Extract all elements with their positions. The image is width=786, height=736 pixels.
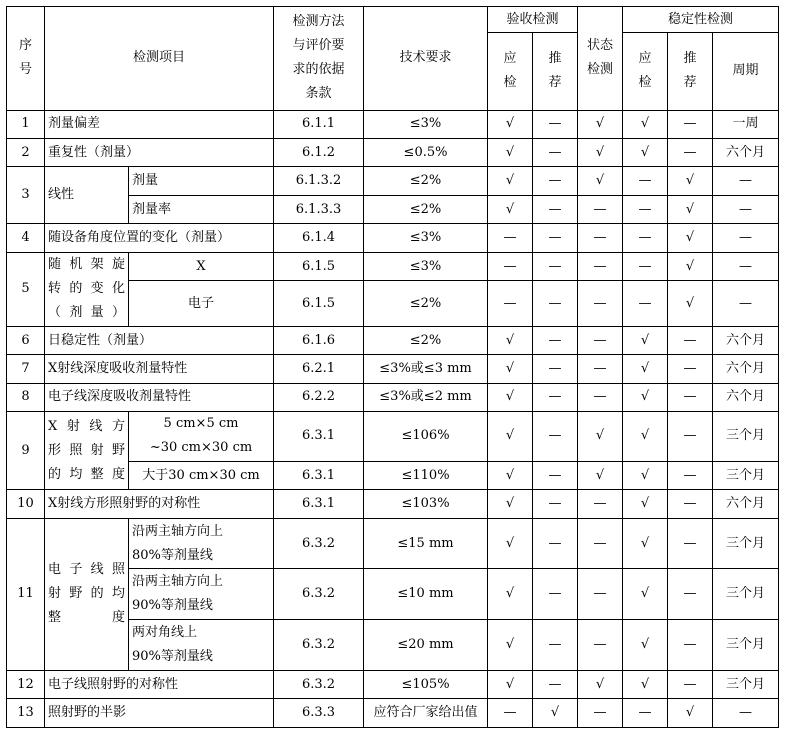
stability-recommend-mark: — (668, 620, 713, 671)
acceptance-recommend-mark: — (533, 167, 578, 195)
state-check-mark: — (578, 252, 623, 281)
acceptance-should-mark: √ (488, 461, 533, 489)
stability-should-mark: √ (623, 383, 668, 411)
stability-recommend-mark: — (668, 138, 713, 166)
clause-ref: 6.3.2 (274, 620, 364, 671)
tech-requirement: ≤105% (364, 670, 488, 698)
clause-ref: 6.2.2 (274, 383, 364, 411)
clause-ref: 6.3.2 (274, 518, 364, 569)
header-tech: 技术要求 (364, 7, 488, 111)
tech-requirement: ≤10 mm (364, 569, 488, 620)
item-name: 电子线照射野的对称性 (45, 670, 274, 698)
stability-recommend-mark: √ (668, 699, 713, 728)
period: — (713, 167, 779, 195)
row-number: 9 (7, 412, 45, 490)
tech-requirement: ≤3% (364, 252, 488, 281)
table-row (7, 518, 779, 569)
stability-should-mark: √ (623, 569, 668, 620)
state-check-mark: — (578, 224, 623, 252)
stability-should-mark: — (623, 167, 668, 195)
sub-item: 5 cm×5 cm ~30 cm×30 cm (129, 412, 274, 462)
period: 一周 (713, 110, 779, 138)
acceptance-recommend-mark: √ (533, 699, 578, 728)
state-check-mark: — (578, 620, 623, 671)
stability-should-mark: √ (623, 490, 668, 518)
clause-ref: 6.1.3.2 (274, 167, 364, 195)
acceptance-should-mark: √ (488, 490, 533, 518)
table-row (7, 490, 779, 518)
stability-recommend-mark: √ (668, 252, 713, 281)
acceptance-should-mark: √ (488, 569, 533, 620)
acceptance-should-mark: — (488, 252, 533, 281)
acceptance-should-mark: √ (488, 167, 533, 195)
inspection-table (6, 6, 779, 728)
header-period: 周期 (713, 33, 779, 110)
tech-requirement: ≤3%或≤2 mm (364, 383, 488, 411)
period: 三个月 (713, 518, 779, 569)
row-number: 1 (7, 110, 45, 138)
tech-requirement: ≤110% (364, 461, 488, 489)
clause-ref: 6.1.1 (274, 110, 364, 138)
acceptance-should-mark: √ (488, 355, 533, 383)
state-check-mark: √ (578, 412, 623, 462)
state-check-mark: — (578, 699, 623, 728)
period: 三个月 (713, 670, 779, 698)
period: — (713, 281, 779, 326)
acceptance-recommend-mark: — (533, 383, 578, 411)
table-row (7, 252, 779, 281)
state-check-mark: — (578, 383, 623, 411)
state-check-mark: √ (578, 670, 623, 698)
sub-item: X (129, 252, 274, 281)
clause-ref: 6.3.1 (274, 412, 364, 462)
stability-should-mark: √ (623, 461, 668, 489)
item-name: X射线深度吸收剂量特性 (45, 355, 274, 383)
tech-requirement: ≤3%或≤3 mm (364, 355, 488, 383)
period: — (713, 224, 779, 252)
clause-ref: 6.1.6 (274, 326, 364, 354)
state-check-mark: — (578, 518, 623, 569)
row-number: 12 (7, 670, 45, 698)
acceptance-should-mark: √ (488, 620, 533, 671)
acceptance-recommend-mark: — (533, 490, 578, 518)
period: 六个月 (713, 490, 779, 518)
header-stability-should: 应 检 (623, 33, 668, 110)
header-acceptance-should: 应 检 (488, 33, 533, 110)
tech-requirement: ≤2% (364, 195, 488, 223)
period: — (713, 195, 779, 223)
stability-should-mark: √ (623, 670, 668, 698)
row-number: 4 (7, 224, 45, 252)
sub-item: 沿两主轴方向上 90%等剂量线 (129, 569, 274, 620)
clause-ref: 6.3.1 (274, 461, 364, 489)
sub-item: 大于30 cm×30 cm (129, 461, 274, 489)
acceptance-should-mark: √ (488, 518, 533, 569)
stability-recommend-mark: — (668, 383, 713, 411)
stability-recommend-mark: √ (668, 195, 713, 223)
sub-item: 两对角线上 90%等剂量线 (129, 620, 274, 671)
tech-requirement: ≤0.5% (364, 138, 488, 166)
row-number: 13 (7, 699, 45, 728)
stability-should-mark: √ (623, 355, 668, 383)
item-name: 日稳定性（剂量） (45, 326, 274, 354)
period: 六个月 (713, 383, 779, 411)
item-name: X射线方形照射野的对称性 (45, 490, 274, 518)
tech-requirement: ≤3% (364, 224, 488, 252)
period: — (713, 699, 779, 728)
item-name: 重复性（剂量） (45, 138, 274, 166)
acceptance-should-mark: √ (488, 326, 533, 354)
table-row (7, 224, 779, 252)
sub-item: 剂量 (129, 167, 274, 195)
tech-requirement: ≤20 mm (364, 620, 488, 671)
header-acceptance-recommend: 推 荐 (533, 33, 578, 110)
stability-should-mark: √ (623, 412, 668, 462)
tech-requirement: 应符合厂家给出值 (364, 699, 488, 728)
stability-should-mark: √ (623, 110, 668, 138)
table-row (7, 670, 779, 698)
item-name: 线性 (45, 167, 129, 224)
header-stability: 稳定性检测 (623, 7, 779, 33)
tech-requirement: ≤15 mm (364, 518, 488, 569)
row-number: 10 (7, 490, 45, 518)
row-number: 2 (7, 138, 45, 166)
stability-recommend-mark: — (668, 670, 713, 698)
state-check-mark: √ (578, 138, 623, 166)
acceptance-recommend-mark: — (533, 670, 578, 698)
acceptance-should-mark: √ (488, 412, 533, 462)
table-row (7, 383, 779, 411)
table-row (7, 355, 779, 383)
table-row (7, 326, 779, 354)
clause-ref: 6.1.2 (274, 138, 364, 166)
table-row (7, 699, 779, 728)
item-name: 电子线深度吸收剂量特性 (45, 383, 274, 411)
acceptance-should-mark: — (488, 224, 533, 252)
stability-recommend-mark: — (668, 326, 713, 354)
stability-recommend-mark: √ (668, 281, 713, 326)
stability-should-mark: — (623, 281, 668, 326)
acceptance-recommend-mark: — (533, 518, 578, 569)
acceptance-should-mark: — (488, 699, 533, 728)
stability-should-mark: √ (623, 518, 668, 569)
acceptance-should-mark: √ (488, 110, 533, 138)
header-item: 检测项目 (45, 7, 274, 111)
tech-requirement: ≤2% (364, 167, 488, 195)
state-check-mark: √ (578, 110, 623, 138)
acceptance-recommend-mark: — (533, 620, 578, 671)
item-name: 随机架旋 转的变化 （剂量） (45, 252, 129, 326)
header-state: 状态 检测 (578, 7, 623, 111)
stability-recommend-mark: — (668, 569, 713, 620)
stability-should-mark: — (623, 252, 668, 281)
acceptance-recommend-mark: — (533, 461, 578, 489)
period: 六个月 (713, 326, 779, 354)
period: 六个月 (713, 355, 779, 383)
header-seq: 序 号 (7, 7, 45, 111)
state-check-mark: √ (578, 167, 623, 195)
item-name: 随设备角度位置的变化（剂量） (45, 224, 274, 252)
clause-ref: 6.3.3 (274, 699, 364, 728)
stability-should-mark: √ (623, 620, 668, 671)
acceptance-should-mark: √ (488, 383, 533, 411)
state-check-mark: — (578, 281, 623, 326)
stability-recommend-mark: — (668, 412, 713, 462)
acceptance-recommend-mark: — (533, 224, 578, 252)
sub-item: 剂量率 (129, 195, 274, 223)
period: 三个月 (713, 461, 779, 489)
clause-ref: 6.3.2 (274, 569, 364, 620)
state-check-mark: — (578, 355, 623, 383)
acceptance-recommend-mark: — (533, 569, 578, 620)
item-name: 剂量偏差 (45, 110, 274, 138)
item-name: 电子线照 射野的均 整度 (45, 518, 129, 670)
stability-should-mark: √ (623, 138, 668, 166)
period: 六个月 (713, 138, 779, 166)
tech-requirement: ≤3% (364, 110, 488, 138)
state-check-mark: — (578, 195, 623, 223)
acceptance-should-mark: √ (488, 670, 533, 698)
stability-recommend-mark: — (668, 355, 713, 383)
period: 三个月 (713, 620, 779, 671)
clause-ref: 6.1.4 (274, 224, 364, 252)
stability-recommend-mark: √ (668, 224, 713, 252)
header-row (7, 7, 779, 33)
item-name: 照射野的半影 (45, 699, 274, 728)
stability-recommend-mark: √ (668, 167, 713, 195)
row-number: 11 (7, 518, 45, 670)
clause-ref: 6.3.1 (274, 490, 364, 518)
state-check-mark: — (578, 490, 623, 518)
state-check-mark: — (578, 326, 623, 354)
clause-ref: 6.1.5 (274, 281, 364, 326)
tech-requirement: ≤106% (364, 412, 488, 462)
acceptance-recommend-mark: — (533, 355, 578, 383)
stability-recommend-mark: — (668, 110, 713, 138)
header-method: 检测方法 与评价要 求的依据 条款 (274, 7, 364, 111)
stability-should-mark: — (623, 699, 668, 728)
acceptance-recommend-mark: — (533, 326, 578, 354)
acceptance-should-mark: √ (488, 195, 533, 223)
table-row (7, 138, 779, 166)
acceptance-recommend-mark: — (533, 110, 578, 138)
stability-recommend-mark: — (668, 490, 713, 518)
stability-should-mark: √ (623, 326, 668, 354)
period: 三个月 (713, 412, 779, 462)
acceptance-should-mark: — (488, 281, 533, 326)
table-row (7, 167, 779, 195)
table-row (7, 412, 779, 462)
acceptance-should-mark: √ (488, 138, 533, 166)
stability-should-mark: — (623, 224, 668, 252)
sub-item: 沿两主轴方向上 80%等剂量线 (129, 518, 274, 569)
stability-recommend-mark: — (668, 461, 713, 489)
row-number: 7 (7, 355, 45, 383)
stability-recommend-mark: — (668, 518, 713, 569)
sub-item: 电子 (129, 281, 274, 326)
row-number: 6 (7, 326, 45, 354)
row-number: 3 (7, 167, 45, 224)
table-row (7, 110, 779, 138)
acceptance-recommend-mark: — (533, 252, 578, 281)
acceptance-recommend-mark: — (533, 138, 578, 166)
clause-ref: 6.1.5 (274, 252, 364, 281)
acceptance-recommend-mark: — (533, 281, 578, 326)
state-check-mark: √ (578, 461, 623, 489)
state-check-mark: — (578, 569, 623, 620)
tech-requirement: ≤2% (364, 281, 488, 326)
header-stability-recommend: 推 荐 (668, 33, 713, 110)
clause-ref: 6.3.2 (274, 670, 364, 698)
acceptance-recommend-mark: — (533, 195, 578, 223)
tech-requirement: ≤103% (364, 490, 488, 518)
row-number: 5 (7, 252, 45, 326)
clause-ref: 6.1.3.3 (274, 195, 364, 223)
row-number: 8 (7, 383, 45, 411)
period: 三个月 (713, 569, 779, 620)
stability-should-mark: — (623, 195, 668, 223)
acceptance-recommend-mark: — (533, 412, 578, 462)
period: — (713, 252, 779, 281)
header-acceptance: 验收检测 (488, 7, 578, 33)
tech-requirement: ≤2% (364, 326, 488, 354)
item-name: X射线方 形照射野 的均整度 (45, 412, 129, 490)
clause-ref: 6.2.1 (274, 355, 364, 383)
